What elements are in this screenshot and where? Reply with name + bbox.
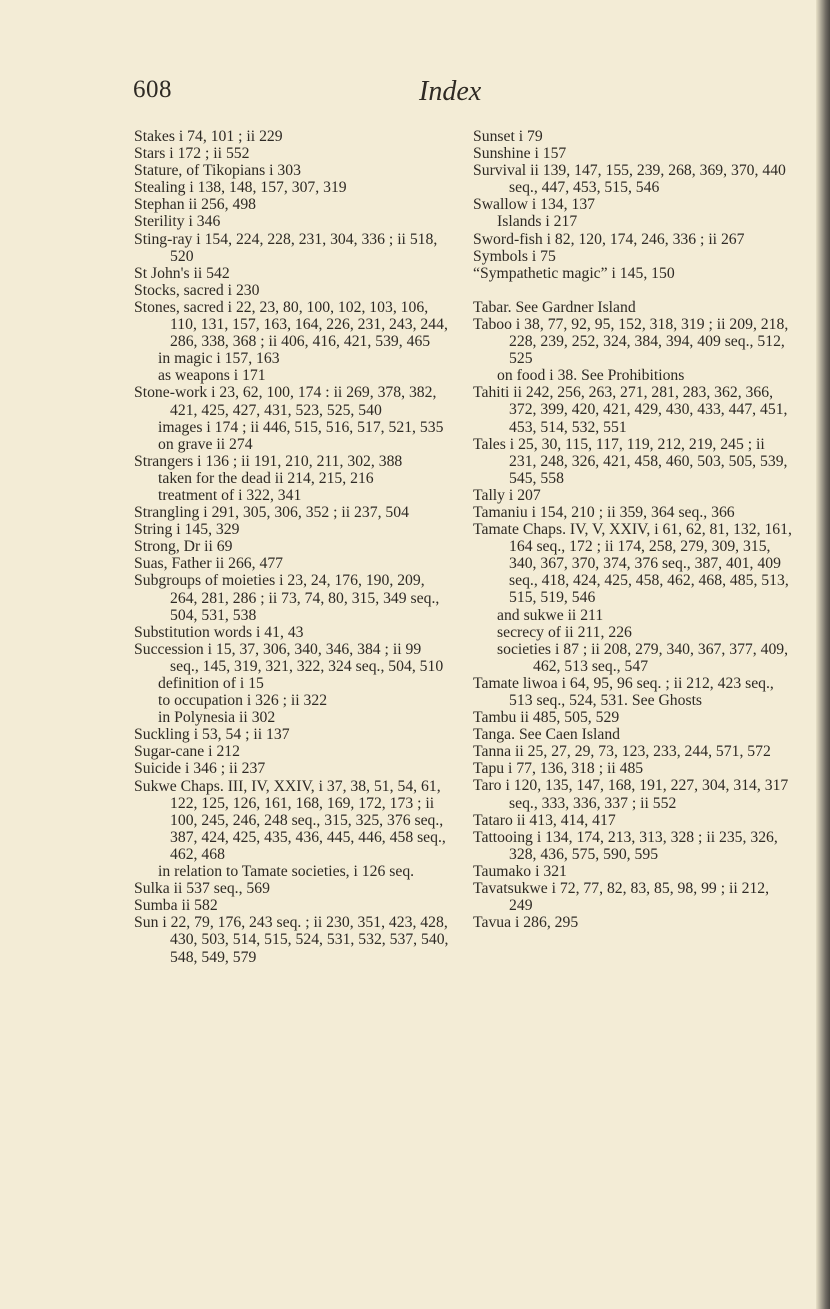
index-entry: Stakes i 74, 101 ; ii 229 <box>134 128 283 145</box>
index-entry: Sun i 22, 79, 176, 243 seq. ; ii 230, 351, 423, 428, 430, 503, 514, 515, 524, 531, 532, 537, 540, 548, 549, 579 <box>134 914 449 966</box>
index-entry: Tanga. See Caen Island <box>473 726 621 744</box>
index-entry: Sword-fish i 82, 120, 174, 246, 336 ; ii 267 <box>473 230 745 248</box>
index-entry: Tattooing i 134, 174, 213, 313, 328 ; ii 235, 326, 328, 436, 575, 590, 595 <box>473 828 778 863</box>
index-entry: St John's ii 542 <box>134 264 230 282</box>
index-subentry: in Polynesia ii 302 <box>158 709 276 727</box>
index-entry: Succession i 15, 37, 306, 340, 346, 384 ; ii 99 seq., 145, 319, 321, 322, 324 seq., 504, 510 <box>134 640 444 675</box>
index-entry: Tally i 207 <box>473 486 541 504</box>
running-title: Index <box>419 76 482 107</box>
page-edge-shadow <box>816 0 830 1309</box>
index-entry: “Sympathetic magic” i 145, 150 <box>473 264 675 282</box>
index-entry: Sting-ray i 154, 224, 228, 231, 304, 336 ; ii 518, 520 <box>134 230 438 265</box>
index-subentry: societies i 87 ; ii 208, 279, 340, 367, 377, 409, 462, 513 seq., 547 <box>497 640 789 675</box>
index-column-left <box>134 128 450 966</box>
index-entry: Taro i 120, 135, 147, 168, 191, 227, 304, 314, 317 seq., 333, 336, 337 ; ii 552 <box>473 777 789 812</box>
index-entry: Sugar-cane i 212 <box>134 743 240 761</box>
index-entry: Stephan ii 256, 498 <box>134 196 257 214</box>
index-entry: Survival ii 139, 147, 155, 239, 268, 369, 370, 440 seq., 447, 453, 515, 546 <box>473 162 786 197</box>
index-entry: Suas, Father ii 266, 477 <box>134 555 284 573</box>
section-gap <box>473 282 793 299</box>
index-subentry: treatment of i 322, 341 <box>158 486 302 504</box>
index-entry: Tavua i 286, 295 <box>473 914 579 932</box>
index-entry: Stocks, sacred i 230 <box>134 281 260 299</box>
index-entry: Sukwe Chaps. III, IV, XXIV, i 37, 38, 51, 54, 61, 122, 125, 126, 161, 168, 169, 172, 173 ; ii 100, 245, 246, 248 seq., 315, 325, 376 seq., 387, 424, 425, 435, 436, 445, 446, 458 seq., 462, 468 <box>134 777 446 863</box>
page-number: 608 <box>133 76 172 103</box>
index-entry: Taumako i 321 <box>473 862 567 880</box>
index-subentry: Islands i 217 <box>497 213 578 231</box>
index-entry: Tapu i 77, 136, 318 ; ii 485 <box>473 760 644 778</box>
index-entry: Sunshine i 157 <box>473 145 567 163</box>
index-entry: Sulka ii 537 seq., 569 <box>134 880 270 898</box>
index-entry: Sterility i 346 <box>134 213 221 231</box>
index-entry: Sumba ii 582 <box>134 897 218 915</box>
index-entry: Stature, of Tikopians i 303 <box>134 162 301 180</box>
index-entry: Swallow i 134, 137 <box>473 196 596 214</box>
index-entry: Stone-work i 23, 62, 100, 174 : ii 269, 378, 382, 421, 425, 427, 431, 523, 525, 540 <box>134 384 437 419</box>
index-subentry: as weapons i 171 <box>158 367 266 385</box>
index-subentry: images i 174 ; ii 446, 515, 516, 517, 521, 535 <box>158 418 444 436</box>
index-entry: Strangers i 136 ; ii 191, 210, 211, 302, 388 <box>134 452 403 470</box>
index-entry: Tanna ii 25, 27, 29, 73, 123, 233, 244, 571, 572 <box>473 743 771 761</box>
index-entry: Stealing i 138, 148, 157, 307, 319 <box>134 179 347 197</box>
index-entry: Symbols i 75 <box>473 247 556 265</box>
index-entry: String i 145, 329 <box>134 521 240 539</box>
index-subentry: in magic i 157, 163 <box>158 350 280 368</box>
index-entry: Sunset i 79 <box>473 128 543 145</box>
index-entry: Strong, Dr ii 69 <box>134 538 233 556</box>
index-subentry: taken for the dead ii 214, 215, 216 <box>158 469 374 487</box>
index-entry: Strangling i 291, 305, 306, 352 ; ii 237, 504 <box>134 504 409 522</box>
index-entry: Tamate Chaps. IV, V, XXIV, i 61, 62, 81, 132, 161, 164 seq., 172 ; ii 174, 258, 279, 309, 315, 340, 367, 370, 374, 376 seq., 387, 401, 409 seq., 418, 424, 425, 458, 462, 468, 485, 513, 515, 519, 546 <box>473 521 792 607</box>
index-entry: Tamate liwoa i 64, 95, 96 seq. ; ii 212, 423 seq., 513 seq., 524, 531. See Ghosts <box>473 674 774 709</box>
index-subentry: secrecy of ii 211, 226 <box>497 623 632 641</box>
index-entry: Tabar. See Gardner Island <box>473 298 636 316</box>
index-entry: Tahiti ii 242, 256, 263, 271, 281, 283, 362, 366, 372, 399, 420, 421, 429, 430, 433, 447, 451, 453, 514, 532, 551 <box>473 384 788 436</box>
index-entry: Tales i 25, 30, 115, 117, 119, 212, 219, 245 ; ii 231, 248, 326, 421, 458, 460, 503, 505, 539, 545, 558 <box>473 435 788 487</box>
index-entry: Tamaniu i 154, 210 ; ii 359, 364 seq., 366 <box>473 503 735 521</box>
index-column-right <box>473 128 793 931</box>
index-entry: Stones, sacred i 22, 23, 80, 100, 102, 103, 106, 110, 131, 157, 163, 164, 226, 231, 243, 244, 286, 338, 368 ; ii 406, 416, 421, 539, 465 <box>134 298 448 351</box>
index-entry: Tambu ii 485, 505, 529 <box>473 709 620 727</box>
index-subentry: on grave ii 274 <box>158 435 253 453</box>
index-subentry: to occupation i 326 ; ii 322 <box>158 692 328 710</box>
index-entry: Stars i 172 ; ii 552 <box>134 145 250 163</box>
index-subentry: and sukwe ii 211 <box>497 606 604 624</box>
index-entry: Taboo i 38, 77, 92, 95, 152, 318, 319 ; ii 209, 218, 228, 239, 252, 324, 384, 394, 409 seq., 512, 525 <box>473 315 789 368</box>
index-entry: Substitution words i 41, 43 <box>134 623 304 641</box>
index-entry: Tataro ii 413, 414, 417 <box>473 811 616 829</box>
index-entry: Suicide i 346 ; ii 237 <box>134 760 266 778</box>
index-subentry: on food i 38. See Prohibitions <box>497 367 685 385</box>
index-subentry: definition of i 15 <box>158 675 264 692</box>
index-subentry: in relation to Tamate societies, i 126 seq. <box>158 863 415 881</box>
index-entry: Tavatsukwe i 72, 77, 82, 83, 85, 98, 99 ; ii 212, 249 <box>473 880 770 915</box>
index-entry: Suckling i 53, 54 ; ii 137 <box>134 726 290 744</box>
index-entry: Subgroups of moieties i 23, 24, 176, 190, 209, 264, 281, 286 ; ii 73, 74, 80, 315, 349 seq., 504, 531, 538 <box>134 572 440 624</box>
